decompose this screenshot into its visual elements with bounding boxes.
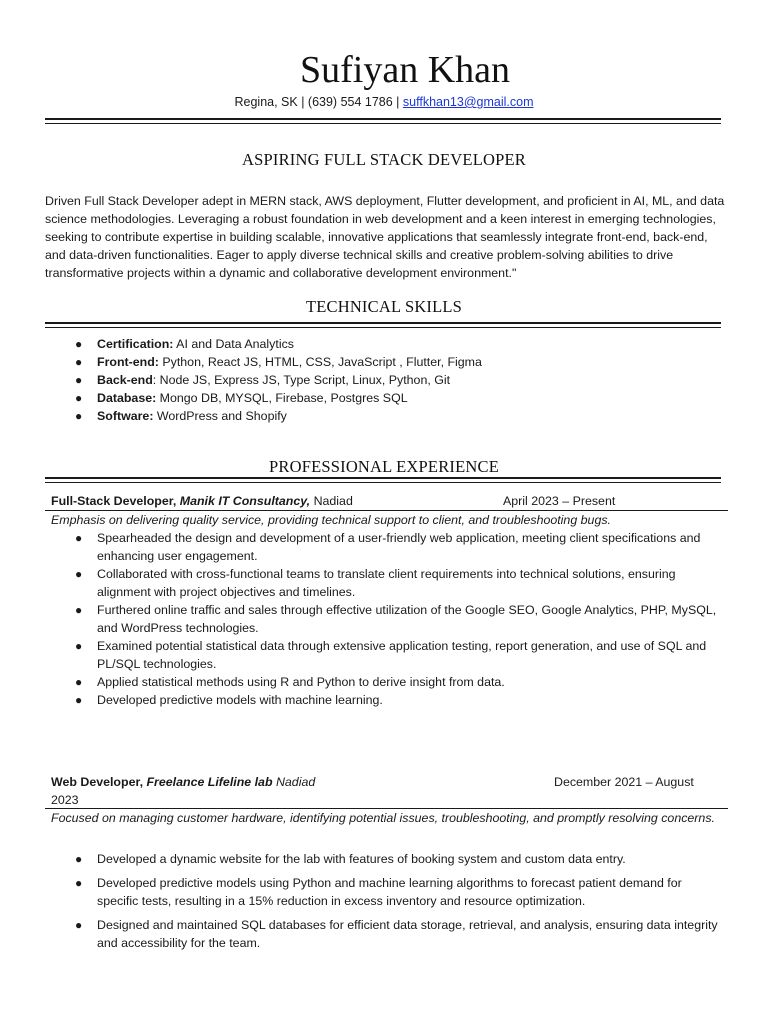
bullet-text: Examined potential statistical data through extensive application testing, report generation, and use of SQL and PL/SQL technologies.	[97, 639, 707, 671]
contact-line	[0, 93, 768, 111]
bullet-text: Developed a dynamic website for the lab with features of booking system and custom data entry.	[97, 852, 626, 866]
list-item	[45, 371, 725, 389]
list-item	[45, 353, 725, 371]
bullet-icon: ●	[75, 918, 83, 932]
bullet-icon: ●	[75, 876, 83, 890]
bullet-icon: ●	[75, 355, 83, 369]
bullet-text: Developed predictive models with machine learning.	[97, 693, 383, 707]
bullet-icon: ●	[75, 567, 83, 581]
job-location: Nadiad	[310, 494, 353, 508]
bullet-text: Furthered online traffic and sales through effective utilization of the Google SEO, Google Analytics, PHP, MySQL, and WordPress technologies.	[97, 603, 717, 635]
list-item	[45, 529, 725, 565]
job-role: Full-Stack Developer,	[51, 494, 177, 508]
bullet-icon: ●	[75, 852, 83, 866]
skills-list	[45, 335, 725, 425]
list-item	[45, 601, 725, 637]
list-item	[45, 389, 725, 407]
job-dates: April 2023 – Present	[503, 494, 616, 508]
skill-label: Database:	[97, 391, 157, 405]
candidate-name: Sufiyan Khan	[299, 49, 511, 91]
job-bullets	[45, 850, 725, 958]
list-item	[45, 407, 725, 425]
list-item	[45, 691, 725, 709]
job-divider	[45, 808, 728, 809]
job-summary: Focused on managing customer hardware, identifying potential issues, troubleshooting, and promptly resolving concerns.	[51, 811, 715, 825]
list-item	[45, 673, 725, 691]
skills-title: TECHNICAL SKILLS	[305, 297, 463, 316]
job-location: Nadiad	[272, 775, 316, 789]
skill-value: Python, React JS, HTML, CSS, JavaScript , Flutter, Figma	[158, 355, 482, 369]
job-role: Web Developer,	[51, 775, 144, 789]
job-dates-continued: 2023	[51, 793, 79, 807]
bullet-text: Applied statistical methods using R and Python to derive insight from data.	[97, 675, 505, 689]
bullet-text: Designed and maintained SQL databases for efficient data storage, retrieval, and analysis, ensuring data integrity and accessibility for the team.	[97, 918, 718, 950]
objective-title: ASPIRING FULL STACK DEVELOPER	[242, 150, 526, 169]
list-item	[45, 874, 725, 910]
skill-label: Certification:	[97, 337, 174, 351]
bullet-icon: ●	[75, 391, 83, 405]
contact-details: Regina, SK | (639) 554 1786 |	[234, 95, 403, 109]
job-heading	[51, 492, 727, 510]
bullet-text: Collaborated with cross-functional teams to translate client requirements into technical solutions, ensuring alignment with project objectives and timelines.	[97, 567, 676, 599]
skills-divider	[45, 322, 721, 328]
bullet-icon: ●	[75, 409, 83, 423]
bullet-icon: ●	[75, 639, 83, 653]
bullet-icon: ●	[75, 603, 83, 617]
bullet-text: Developed predictive models using Python and machine learning algorithms to forecast patient demand for specific tests, resulting in a 15% reduction in excess inventory and resource optimization.	[97, 876, 682, 908]
job-divider	[45, 510, 728, 511]
skill-value: Mongo DB, MYSQL, Firebase, Postgres SQL	[156, 391, 408, 405]
job-dates: December 2021 – August	[554, 775, 694, 789]
bullet-icon: ●	[75, 373, 83, 387]
job-summary: Emphasis on delivering quality service, providing technical support to client, and troubleshooting bugs.	[51, 513, 611, 527]
bullet-icon: ●	[75, 675, 83, 689]
experience-divider	[45, 477, 721, 483]
list-item	[45, 916, 725, 952]
skill-label: Software:	[97, 409, 154, 423]
bullet-text: Spearheaded the design and development of a user-friendly web application, meeting client specifications and enhancing user engagement.	[97, 531, 701, 563]
skill-value: AI and Data Analytics	[173, 337, 294, 351]
job-bullets	[45, 529, 725, 709]
skill-label: Front-end:	[97, 355, 159, 369]
list-item	[45, 565, 725, 601]
job-company: Freelance Lifeline lab	[143, 775, 273, 789]
bullet-icon: ●	[75, 337, 83, 351]
list-item	[45, 335, 725, 353]
list-item	[45, 637, 725, 673]
summary-paragraph: Driven Full Stack Developer adept in MERN stack, AWS deployment, Flutter development, and proficient in AI, ML, and data science methodologies. Leveraging a robust foundation in web development and a keen interest in emerging technologies, seeking to contribute expertise in building scalable, innovative applications that seamlessly integrate front-end, back-end, and data-driven functionalities. Eager to apply diverse technical skills and creative problem-solving abilities to drive transformative projects within a dynamic and collaborative development environment."	[45, 194, 725, 280]
experience-title: PROFESSIONAL EXPERIENCE	[269, 457, 499, 476]
skill-value: WordPress and Shopify	[153, 409, 287, 423]
skill-label: Back-end	[97, 373, 153, 387]
list-item	[45, 850, 725, 868]
bullet-icon: ●	[75, 693, 83, 707]
header-divider	[45, 118, 721, 124]
job-company: Manik IT Consultancy,	[176, 494, 311, 508]
skill-value: : Node JS, Express JS, Type Script, Linux, Python, Git	[152, 373, 451, 387]
email-link[interactable]: suffkhan13@gmail.com	[402, 95, 534, 109]
bullet-icon: ●	[75, 531, 83, 545]
